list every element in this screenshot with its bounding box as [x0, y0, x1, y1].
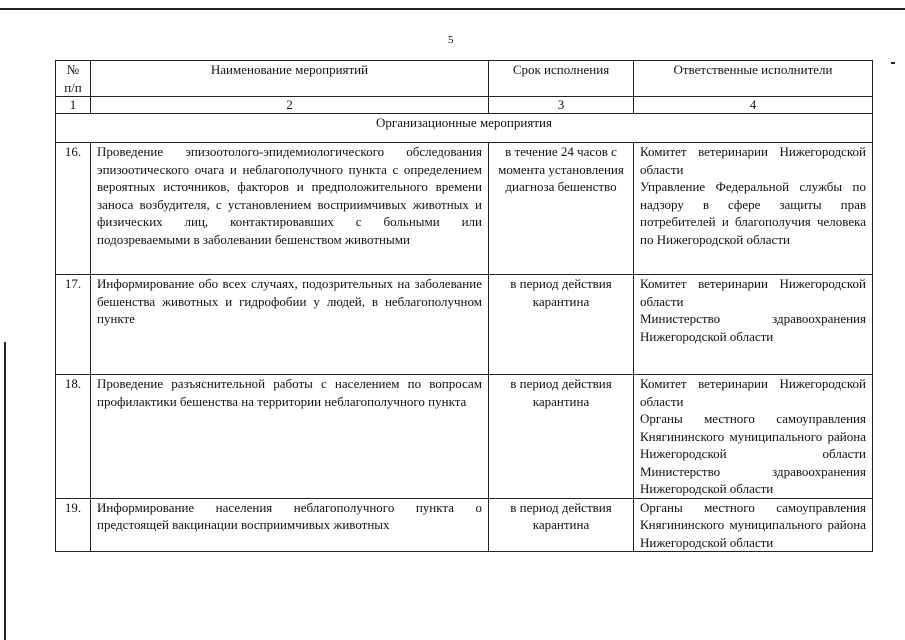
- responsible-entry: Комитет ветеринарии Нижегородской области: [640, 144, 866, 177]
- row-number: 18.: [56, 375, 91, 499]
- header-num: № п/п: [56, 61, 91, 97]
- row-number: 17.: [56, 275, 91, 375]
- header-resp: Ответственные исполнители: [634, 61, 873, 97]
- row-number: 16.: [56, 143, 91, 275]
- column-index: 4: [634, 97, 873, 114]
- measure-term: в период действия карантина: [489, 375, 634, 499]
- measure-name: Информирование населения неблагополучного пункта о предстоящей вакцинации восприимчивых животных: [91, 498, 489, 552]
- measures-table: [55, 60, 873, 552]
- measure-term: в течение 24 часов с момента установления диагноза бешенство: [489, 143, 634, 275]
- measure-term: в период действия карантина: [489, 275, 634, 375]
- measure-term: в период действия карантина: [489, 498, 634, 552]
- responsible-entry: Органы местного самоуправления Княгининского муниципального района Нижегородской области: [640, 411, 866, 461]
- column-index: 2: [91, 97, 489, 114]
- responsible-entry: Министерство здравоохранения Нижегородской области: [640, 463, 866, 496]
- responsible-entry: Комитет ветеринарии Нижегородской области: [640, 276, 866, 309]
- table-header-row: [56, 61, 873, 97]
- column-index: 1: [56, 97, 91, 114]
- scan-edge-mark: [4, 342, 6, 640]
- header-term: Срок исполнения: [489, 61, 634, 97]
- table-row: [56, 498, 873, 552]
- measure-responsible: [634, 275, 873, 375]
- section-row: [56, 114, 873, 143]
- row-number: 19.: [56, 498, 91, 552]
- column-index-row: [56, 97, 873, 114]
- table-row: [56, 375, 873, 499]
- measure-name: Информирование обо всех случаях, подозрительных на заболевание бешенства животных и гидрофобии у людей, в неблагополучном пункте: [91, 275, 489, 375]
- table-row: [56, 143, 873, 275]
- measure-responsible: [634, 143, 873, 275]
- column-index: 3: [489, 97, 634, 114]
- responsible-entry: Управление Федеральной службы по надзору в сфере защиты прав потребителей и благополучия человека по Нижегородской области: [640, 179, 866, 247]
- page-number: 5: [448, 34, 454, 46]
- section-title: Организационные мероприятия: [56, 114, 873, 143]
- top-border-line: [0, 8, 905, 10]
- measure-name: Проведение разъяснительной работы с населением по вопросам профилактики бешенства на территории неблагополучного пункта: [91, 375, 489, 499]
- scan-edge-dash: [891, 62, 895, 64]
- measure-responsible: [634, 498, 873, 552]
- header-name: Наименование мероприятий: [91, 61, 489, 97]
- measure-name: Проведение эпизоотолого-эпидемиологического обследования эпизоотического очага и неблагополучного пункта с определением вероятных источников, факторов и предположительного времени заноса возбудителя, с установлением восприимчивых животных и физических лиц, контактировавших с больными или подозреваемыми в заболевании бешенством животными: [91, 143, 489, 275]
- measure-responsible: [634, 375, 873, 499]
- responsible-entry: Органы местного самоуправления Княгининского муниципального района Нижегородской области: [640, 499, 866, 550]
- responsible-entry: Комитет ветеринарии Нижегородской области: [640, 376, 866, 409]
- responsible-entry: Министерство здравоохранения Нижегородской области: [640, 311, 866, 344]
- table-row: [56, 275, 873, 375]
